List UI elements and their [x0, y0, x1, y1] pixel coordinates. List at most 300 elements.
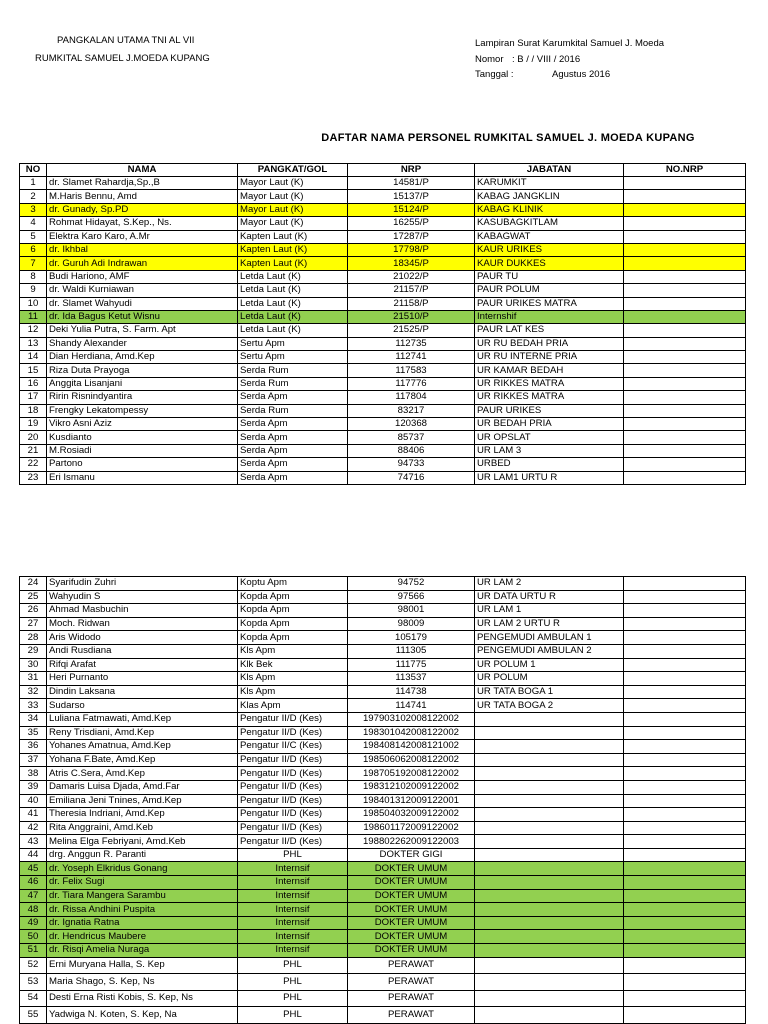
table-row — [20, 957, 746, 974]
cell-no: 20 — [20, 431, 47, 444]
cell-no-nrp — [624, 431, 746, 444]
table-header-row — [20, 164, 746, 177]
table-row — [20, 471, 746, 484]
cell-nrp: 111775 — [348, 658, 475, 672]
table-row — [20, 577, 746, 591]
cell-no: 35 — [20, 726, 47, 740]
cell-no: 2 — [20, 190, 47, 203]
table-row — [20, 780, 746, 794]
cell-no-nrp — [624, 351, 746, 364]
cell-nrp: 112735 — [348, 337, 475, 350]
cell-nrp: 198312102009122002 — [348, 780, 475, 794]
cell-no-nrp — [624, 644, 746, 658]
cell-jabatan — [475, 780, 624, 794]
cell-pangkat: Letda Laut (K) — [238, 324, 348, 337]
cell-no-nrp — [624, 577, 746, 591]
cell-nrp: 98001 — [348, 604, 475, 618]
cell-jabatan: UR TATA BOGA 2 — [475, 699, 624, 713]
cell-no-nrp — [624, 808, 746, 822]
cell-no: 24 — [20, 577, 47, 591]
cell-nama: dr. Hendricus Maubere — [47, 930, 238, 944]
cell-pangkat: Pengatur II/D (Kes) — [238, 835, 348, 849]
cell-nama: Emiliana Jeni Tnines, Amd.Kep — [47, 794, 238, 808]
cell-no: 34 — [20, 712, 47, 726]
table-row — [20, 203, 746, 216]
cell-jabatan: PAUR TU — [475, 270, 624, 283]
cell-pangkat: Pengatur II/D (Kes) — [238, 808, 348, 822]
cell-pangkat: Letda Laut (K) — [238, 284, 348, 297]
cell-nrp: 88406 — [348, 444, 475, 457]
cell-no: 9 — [20, 284, 47, 297]
cell-no-nrp — [624, 862, 746, 876]
cell-nrp: 83217 — [348, 404, 475, 417]
cell-nama: Riza Duta Prayoga — [47, 364, 238, 377]
cell-nrp: PERAWAT — [348, 990, 475, 1007]
table-row — [20, 753, 746, 767]
cell-no-nrp — [624, 753, 746, 767]
cell-nama: Damaris Luisa Djada, Amd.Far — [47, 780, 238, 794]
table-row — [20, 944, 746, 958]
cell-nama: Wahyudin S — [47, 590, 238, 604]
cell-nrp: 18345/P — [348, 257, 475, 270]
cell-no-nrp — [624, 848, 746, 862]
cell-no-nrp — [624, 177, 746, 190]
cell-no: 6 — [20, 243, 47, 256]
cell-jabatan: UR OPSLAT — [475, 431, 624, 444]
cell-pangkat: Serda Apm — [238, 418, 348, 431]
cell-pangkat: PHL — [238, 1007, 348, 1024]
table-row — [20, 712, 746, 726]
cell-jabatan: UR BEDAH PRIA — [475, 418, 624, 431]
cell-nama: drg. Anggun R. Paranti — [47, 848, 238, 862]
cell-jabatan: PENGEMUDI AMBULAN 1 — [475, 631, 624, 645]
cell-nama: Anggita Lisanjani — [47, 377, 238, 390]
cell-jabatan: KABAGWAT — [475, 230, 624, 243]
cell-pangkat: Kapten Laut (K) — [238, 257, 348, 270]
cell-pangkat: Mayor Laut (K) — [238, 177, 348, 190]
cell-nrp: 15124/P — [348, 203, 475, 216]
table-row — [20, 590, 746, 604]
cell-nama: dr. Gunady, Sp.PD — [47, 203, 238, 216]
col-header-jabatan: JABATAN — [475, 164, 624, 177]
cell-no-nrp — [624, 794, 746, 808]
cell-pangkat: Mayor Laut (K) — [238, 190, 348, 203]
cell-no: 23 — [20, 471, 47, 484]
cell-jabatan — [475, 808, 624, 822]
cell-no: 43 — [20, 835, 47, 849]
cell-pangkat: Pengatur II/D (Kes) — [238, 821, 348, 835]
cell-no: 45 — [20, 862, 47, 876]
cell-nama: Melina Elga Febriyani, Amd.Keb — [47, 835, 238, 849]
table-row — [20, 364, 746, 377]
cell-pangkat: Pengatur II/D (Kes) — [238, 767, 348, 781]
cell-pangkat: Kls Apm — [238, 644, 348, 658]
cell-jabatan — [475, 957, 624, 974]
table-row — [20, 310, 746, 323]
cell-no: 39 — [20, 780, 47, 794]
cell-pangkat: Pengatur II/C (Kes) — [238, 740, 348, 754]
cell-no-nrp — [624, 916, 746, 930]
cell-pangkat: PHL — [238, 974, 348, 991]
cell-no: 51 — [20, 944, 47, 958]
cell-no-nrp — [624, 685, 746, 699]
cell-nama: dr. Waldi Kurniawan — [47, 284, 238, 297]
cell-nama: dr. Ignatia Ratna — [47, 916, 238, 930]
cell-no: 4 — [20, 217, 47, 230]
cell-nrp: PERAWAT — [348, 974, 475, 991]
cell-nrp: 198601172009122002 — [348, 821, 475, 835]
cell-nama: Theresia Indriani, Amd.Kep — [47, 808, 238, 822]
cell-no: 28 — [20, 631, 47, 645]
table-row — [20, 974, 746, 991]
cell-no: 26 — [20, 604, 47, 618]
cell-no: 18 — [20, 404, 47, 417]
table-row — [20, 324, 746, 337]
cell-no: 32 — [20, 685, 47, 699]
cell-nrp: 21158/P — [348, 297, 475, 310]
cell-no-nrp — [624, 257, 746, 270]
cell-no-nrp — [624, 1007, 746, 1024]
table-row — [20, 821, 746, 835]
cell-nrp: DOKTER UMUM — [348, 889, 475, 903]
table-row — [20, 685, 746, 699]
cell-no-nrp — [624, 726, 746, 740]
cell-no: 52 — [20, 957, 47, 974]
cell-nama: Budi Hariono, AMF — [47, 270, 238, 283]
cell-no: 41 — [20, 808, 47, 822]
cell-pangkat: Pengatur II/D (Kes) — [238, 726, 348, 740]
cell-jabatan: UR LAM 3 — [475, 444, 624, 457]
cell-nama: Maria Shago, S. Kep, Ns — [47, 974, 238, 991]
cell-nama: Yohanes Amatnua, Amd.Kep — [47, 740, 238, 754]
table-row — [20, 862, 746, 876]
cell-no: 5 — [20, 230, 47, 243]
cell-nama: Ririn Risnindyantira — [47, 391, 238, 404]
cell-no: 33 — [20, 699, 47, 713]
col-header-no: NO — [20, 164, 47, 177]
cell-pangkat: PHL — [238, 957, 348, 974]
cell-no-nrp — [624, 767, 746, 781]
cell-no: 7 — [20, 257, 47, 270]
cell-no: 8 — [20, 270, 47, 283]
cell-nrp: 197903102008122002 — [348, 712, 475, 726]
cell-jabatan — [475, 944, 624, 958]
cell-nrp: 17798/P — [348, 243, 475, 256]
cell-no-nrp — [624, 243, 746, 256]
cell-no-nrp — [624, 324, 746, 337]
cell-no-nrp — [624, 889, 746, 903]
table-row — [20, 699, 746, 713]
cell-pangkat: Serda Apm — [238, 471, 348, 484]
cell-jabatan: PAUR URIKES MATRA — [475, 297, 624, 310]
cell-no-nrp — [624, 404, 746, 417]
cell-nama: dr. Ida Bagus Ketut Wisnu — [47, 310, 238, 323]
cell-pangkat: Sertu Apm — [238, 337, 348, 350]
cell-jabatan: PAUR URIKES — [475, 404, 624, 417]
cell-no-nrp — [624, 590, 746, 604]
cell-pangkat: Kls Apm — [238, 685, 348, 699]
cell-no-nrp — [624, 364, 746, 377]
cell-pangkat: Pengatur II/D (Kes) — [238, 794, 348, 808]
cell-no-nrp — [624, 712, 746, 726]
col-header-nrp: NRP — [348, 164, 475, 177]
cell-nrp: 21157/P — [348, 284, 475, 297]
cell-no: 50 — [20, 930, 47, 944]
table-row — [20, 644, 746, 658]
cell-no: 49 — [20, 916, 47, 930]
table-row — [20, 217, 746, 230]
cell-nrp: 117583 — [348, 364, 475, 377]
table-row — [20, 916, 746, 930]
table-row — [20, 297, 746, 310]
cell-pangkat: Internsif — [238, 930, 348, 944]
cell-jabatan — [475, 862, 624, 876]
cell-no-nrp — [624, 930, 746, 944]
table-row — [20, 337, 746, 350]
cell-pangkat: Koptu Apm — [238, 577, 348, 591]
cell-pangkat: Internsif — [238, 889, 348, 903]
cell-no-nrp — [624, 658, 746, 672]
cell-pangkat: Internsif — [238, 903, 348, 917]
cell-pangkat: Serda Apm — [238, 431, 348, 444]
cell-pangkat: Pengatur II/D (Kes) — [238, 753, 348, 767]
cell-no: 3 — [20, 203, 47, 216]
cell-jabatan: PAUR POLUM — [475, 284, 624, 297]
cell-jabatan: UR KAMAR BEDAH — [475, 364, 624, 377]
cell-pangkat: Serda Apm — [238, 444, 348, 457]
cell-pangkat: Mayor Laut (K) — [238, 203, 348, 216]
cell-no: 47 — [20, 889, 47, 903]
cell-jabatan — [475, 835, 624, 849]
cell-pangkat: PHL — [238, 848, 348, 862]
cell-no: 15 — [20, 364, 47, 377]
cell-no: 17 — [20, 391, 47, 404]
table-row — [20, 404, 746, 417]
cell-no-nrp — [624, 458, 746, 471]
cell-no-nrp — [624, 391, 746, 404]
cell-jabatan: KAUR DUKKES — [475, 257, 624, 270]
cell-nama: Sudarso — [47, 699, 238, 713]
nomor-label: Nomor — [475, 54, 504, 65]
cell-nama: Rifqi Arafat — [47, 658, 238, 672]
cell-nama: Heri Purnanto — [47, 672, 238, 686]
cell-no: 37 — [20, 753, 47, 767]
cell-nama: dr. Tiara Mangera Sarambu — [47, 889, 238, 903]
cell-pangkat: Klas Apm — [238, 699, 348, 713]
cell-no: 22 — [20, 458, 47, 471]
cell-no: 21 — [20, 444, 47, 457]
cell-no: 38 — [20, 767, 47, 781]
cell-pangkat: Serda Rum — [238, 377, 348, 390]
cell-no-nrp — [624, 903, 746, 917]
cell-no: 25 — [20, 590, 47, 604]
org-line-2: RUMKITAL SAMUEL J.MOEDA KUPANG — [35, 53, 210, 64]
cell-pangkat: Kopda Apm — [238, 590, 348, 604]
table-row — [20, 848, 746, 862]
cell-no: 46 — [20, 876, 47, 890]
cell-pangkat: Kapten Laut (K) — [238, 243, 348, 256]
cell-pangkat: Letda Laut (K) — [238, 270, 348, 283]
cell-pangkat: Sertu Apm — [238, 351, 348, 364]
cell-nama: Dindin Laksana — [47, 685, 238, 699]
cell-pangkat: Internsif — [238, 862, 348, 876]
table-row — [20, 257, 746, 270]
cell-nrp: 114741 — [348, 699, 475, 713]
cell-nrp: 120368 — [348, 418, 475, 431]
cell-jabatan: PAUR LAT KES — [475, 324, 624, 337]
cell-pangkat: Letda Laut (K) — [238, 297, 348, 310]
table-row — [20, 418, 746, 431]
cell-jabatan: UR DATA URTU R — [475, 590, 624, 604]
col-header-nama: NAMA — [47, 164, 238, 177]
cell-no: 1 — [20, 177, 47, 190]
cell-nama: Kusdianto — [47, 431, 238, 444]
cell-no-nrp — [624, 230, 746, 243]
cell-nrp: 16255/P — [348, 217, 475, 230]
table-row — [20, 458, 746, 471]
cell-nrp: DOKTER UMUM — [348, 903, 475, 917]
cell-no-nrp — [624, 835, 746, 849]
cell-no-nrp — [624, 217, 746, 230]
cell-nama: Eri Ismanu — [47, 471, 238, 484]
cell-nama: Syarifudin Zuhri — [47, 577, 238, 591]
cell-no: 48 — [20, 903, 47, 917]
cell-nrp: PERAWAT — [348, 1007, 475, 1024]
cell-nrp: DOKTER UMUM — [348, 930, 475, 944]
tanggal-value: Agustus 2016 — [552, 69, 611, 80]
cell-jabatan — [475, 1007, 624, 1024]
cell-nama: Elektra Karo Karo, A.Mr — [47, 230, 238, 243]
cell-pangkat: Mayor Laut (K) — [238, 217, 348, 230]
cell-no: 29 — [20, 644, 47, 658]
cell-no-nrp — [624, 821, 746, 835]
cell-jabatan — [475, 930, 624, 944]
cell-jabatan — [475, 974, 624, 991]
table-row — [20, 351, 746, 364]
cell-nrp: DOKTER UMUM — [348, 876, 475, 890]
tanggal-label: Tanggal : — [475, 69, 514, 80]
cell-nama: dr. Risqi Amelia Nuraga — [47, 944, 238, 958]
cell-nrp: 105179 — [348, 631, 475, 645]
table-row — [20, 604, 746, 618]
cell-nama: dr. Slamet Wahyudi — [47, 297, 238, 310]
cell-jabatan: KABAG KLINIK — [475, 203, 624, 216]
cell-jabatan: UR TATA BOGA 1 — [475, 685, 624, 699]
table-row — [20, 672, 746, 686]
cell-jabatan: KARUMKIT — [475, 177, 624, 190]
cell-jabatan: Internshif — [475, 310, 624, 323]
cell-jabatan — [475, 753, 624, 767]
cell-pangkat: Serda Rum — [238, 404, 348, 417]
cell-nrp: 198301042008122002 — [348, 726, 475, 740]
cell-nrp: 14581/P — [348, 177, 475, 190]
table-row — [20, 391, 746, 404]
table-row — [20, 190, 746, 203]
cell-nama: M.Haris Bennu, Amd — [47, 190, 238, 203]
cell-pangkat: Letda Laut (K) — [238, 310, 348, 323]
cell-no-nrp — [624, 740, 746, 754]
cell-nama: Reny Trisdiani, Amd.Kep — [47, 726, 238, 740]
cell-no-nrp — [624, 471, 746, 484]
cell-jabatan: UR LAM 1 — [475, 604, 624, 618]
cell-jabatan — [475, 767, 624, 781]
table-row — [20, 377, 746, 390]
cell-nrp: DOKTER UMUM — [348, 916, 475, 930]
cell-jabatan: UR RU INTERNE PRIA — [475, 351, 624, 364]
cell-nama: dr. Rissa Andhini Puspita — [47, 903, 238, 917]
cell-no: 11 — [20, 310, 47, 323]
cell-jabatan: URBED — [475, 458, 624, 471]
cell-pangkat: PHL — [238, 990, 348, 1007]
table-row — [20, 284, 746, 297]
cell-nama: Yadwiga N. Koten, S. Kep, Na — [47, 1007, 238, 1024]
cell-pangkat: Kopda Apm — [238, 617, 348, 631]
cell-no: 10 — [20, 297, 47, 310]
cell-nrp: 98009 — [348, 617, 475, 631]
cell-no: 13 — [20, 337, 47, 350]
cell-nama: Andi Rusdiana — [47, 644, 238, 658]
cell-jabatan: UR RIKKES MATRA — [475, 377, 624, 390]
cell-nama: dr. Guruh Adi Indrawan — [47, 257, 238, 270]
personnel-table-1 — [19, 163, 746, 485]
cell-pangkat: Pengatur II/D (Kes) — [238, 712, 348, 726]
cell-nrp: 112741 — [348, 351, 475, 364]
cell-jabatan — [475, 916, 624, 930]
cell-nrp: 111305 — [348, 644, 475, 658]
cell-nama: Rita Anggraini, Amd.Keb — [47, 821, 238, 835]
cell-jabatan: UR RIKKES MATRA — [475, 391, 624, 404]
cell-jabatan — [475, 794, 624, 808]
cell-no: 53 — [20, 974, 47, 991]
cell-no: 42 — [20, 821, 47, 835]
attachment-label: Lampiran Surat Karumkital Samuel J. Moeda — [475, 38, 665, 49]
cell-pangkat: Serda Rum — [238, 364, 348, 377]
cell-pangkat: Internsif — [238, 916, 348, 930]
cell-nama: Dian Herdiana, Amd.Kep — [47, 351, 238, 364]
cell-no-nrp — [624, 270, 746, 283]
cell-no-nrp — [624, 672, 746, 686]
cell-nama: Yohana F.Bate, Amd.Kep — [47, 753, 238, 767]
cell-no-nrp — [624, 617, 746, 631]
cell-jabatan — [475, 876, 624, 890]
cell-pangkat: Klk Bek — [238, 658, 348, 672]
cell-pangkat: Kapten Laut (K) — [238, 230, 348, 243]
table-row — [20, 617, 746, 631]
table-row — [20, 808, 746, 822]
cell-nrp: DOKTER UMUM — [348, 944, 475, 958]
cell-pangkat: Serda Apm — [238, 391, 348, 404]
cell-nrp: DOKTER UMUM — [348, 862, 475, 876]
cell-no: 31 — [20, 672, 47, 686]
cell-no-nrp — [624, 284, 746, 297]
cell-no-nrp — [624, 337, 746, 350]
cell-nrp: 97566 — [348, 590, 475, 604]
cell-pangkat: Kopda Apm — [238, 604, 348, 618]
cell-no: 55 — [20, 1007, 47, 1024]
cell-nama: dr. Slamet Rahardja,Sp.,B — [47, 177, 238, 190]
cell-nama: M.Rosiadi — [47, 444, 238, 457]
cell-no: 44 — [20, 848, 47, 862]
table-row — [20, 767, 746, 781]
table-row — [20, 903, 746, 917]
cell-no: 54 — [20, 990, 47, 1007]
personnel-table-2 — [19, 576, 746, 1024]
cell-nama: Ahmad Masbuchin — [47, 604, 238, 618]
cell-nrp: 114738 — [348, 685, 475, 699]
cell-nrp: DOKTER GIGI — [348, 848, 475, 862]
table-row — [20, 726, 746, 740]
cell-nrp: 198802262009122003 — [348, 835, 475, 849]
